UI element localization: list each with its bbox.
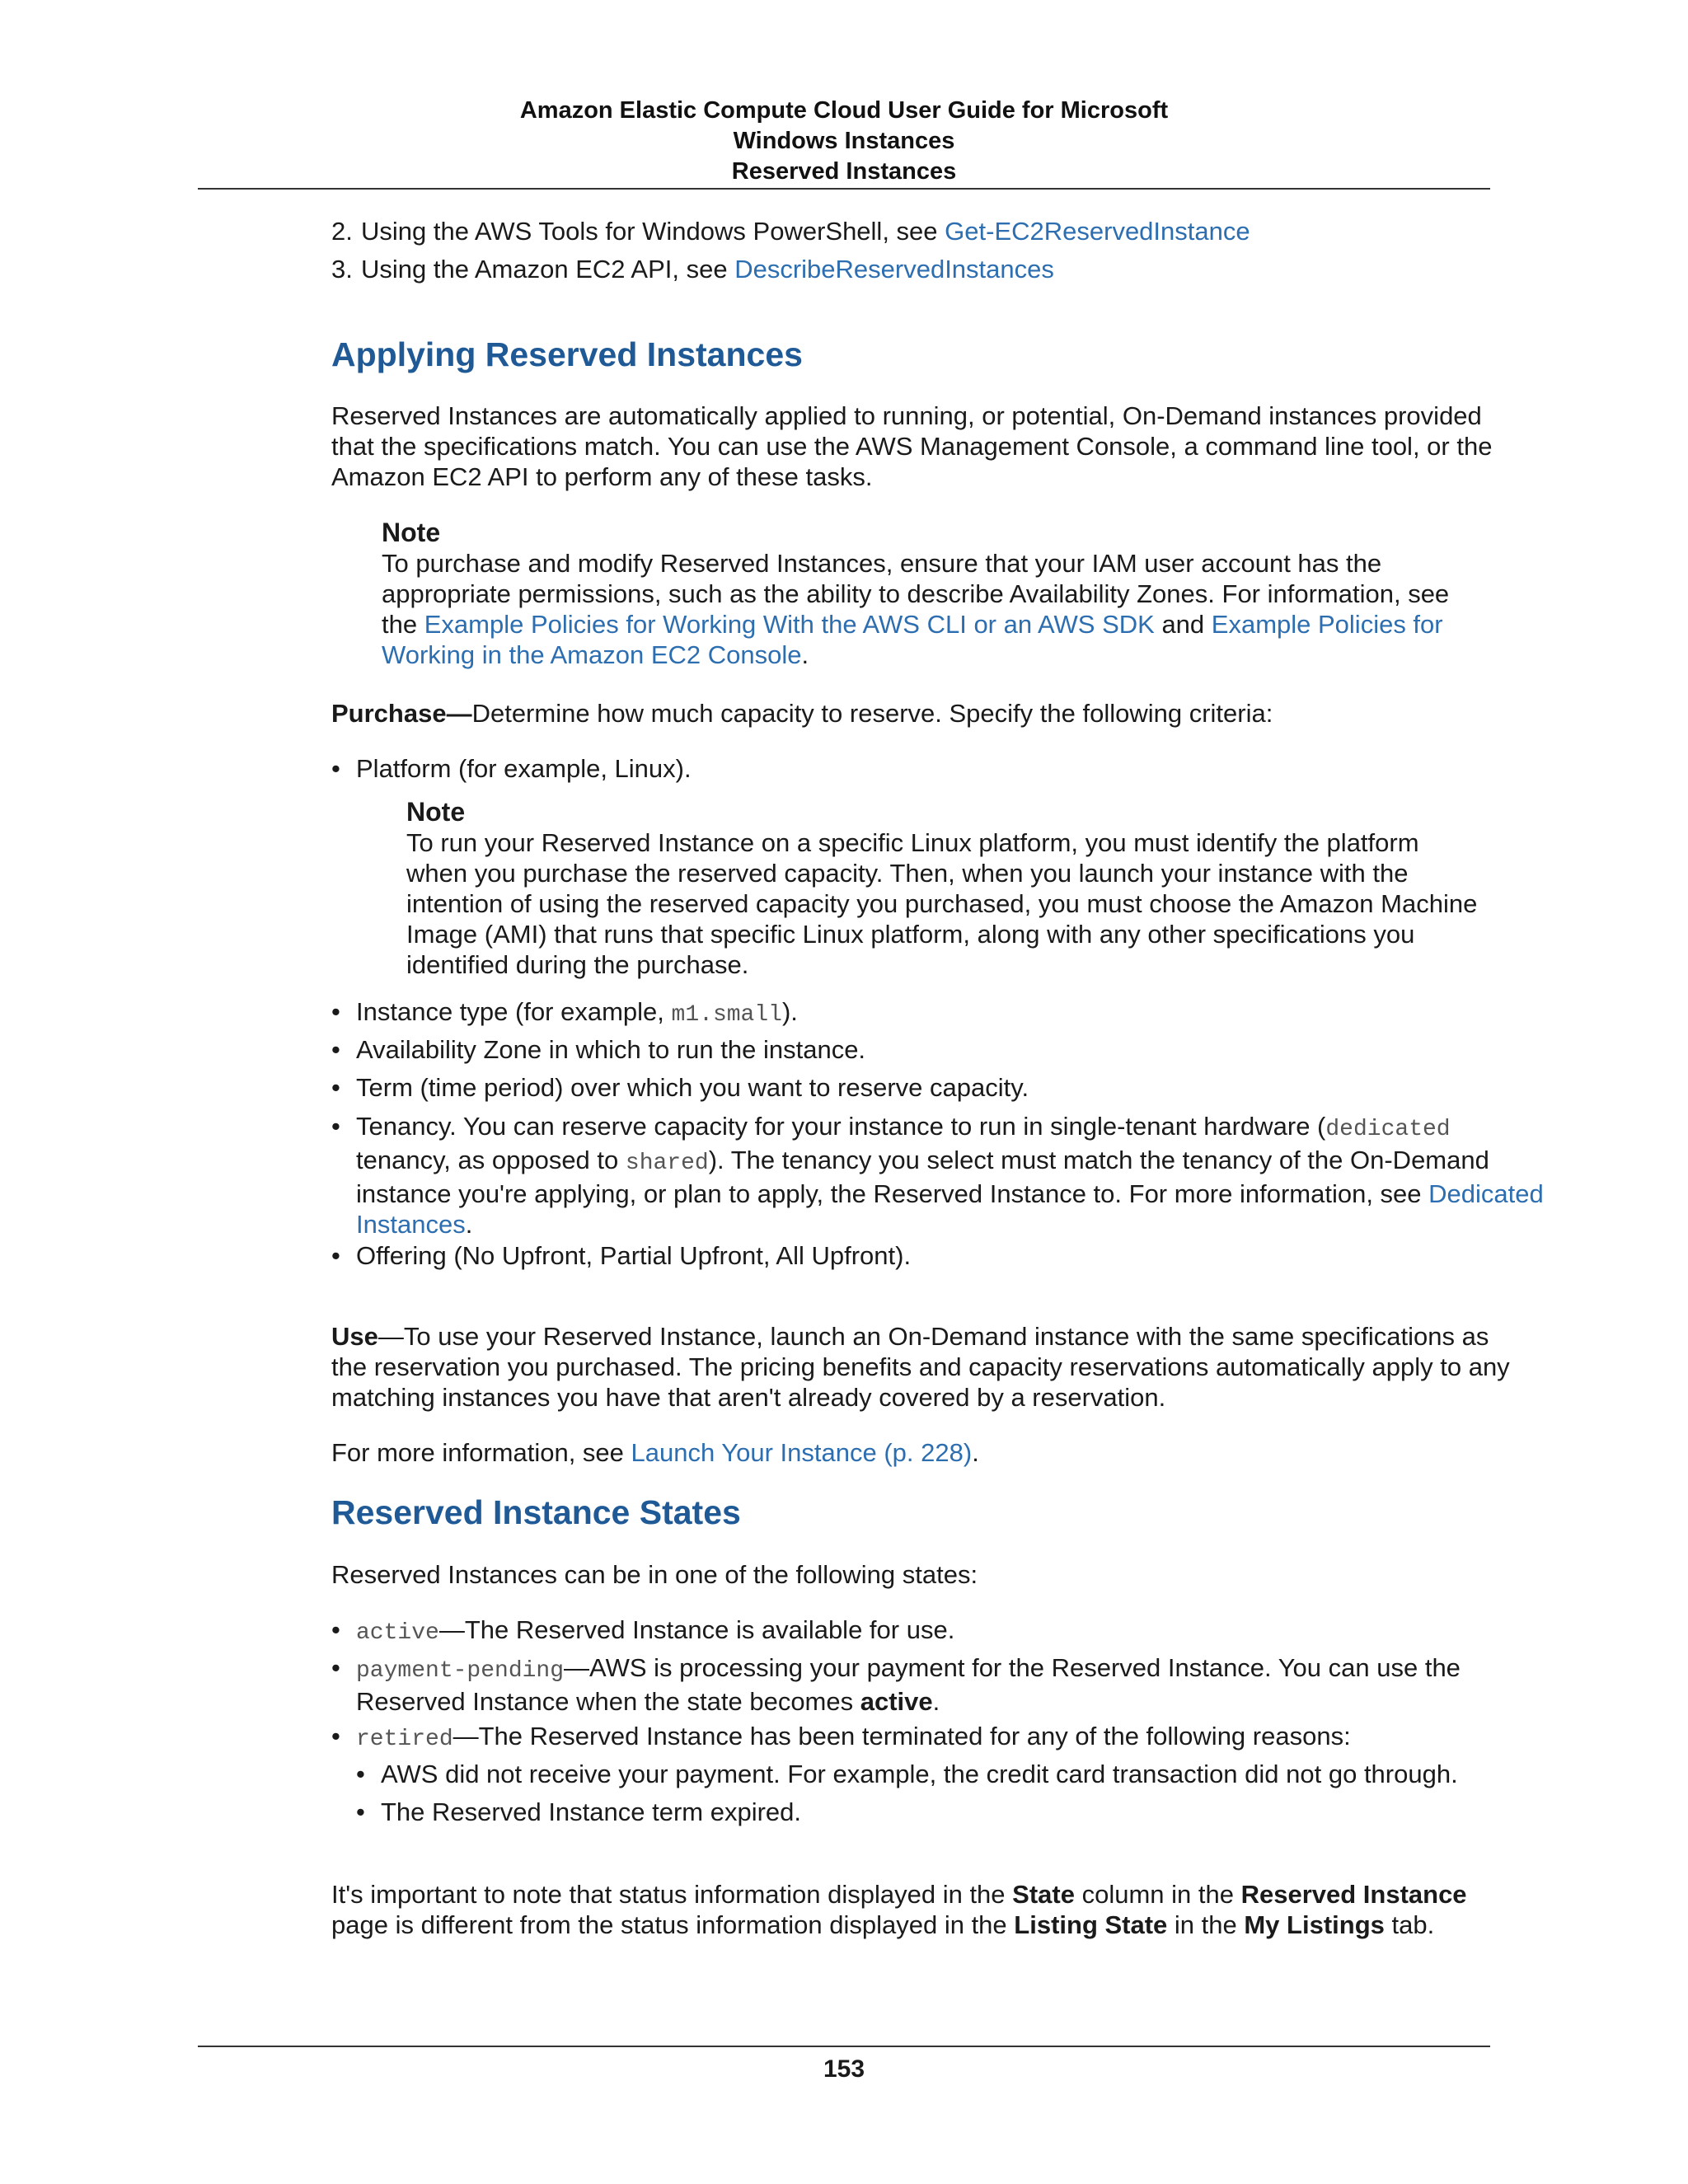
- bullet-text: Term (time period) over which you want to reserve capacity.: [356, 1073, 1029, 1102]
- more-info-paragraph: [331, 1437, 979, 1468]
- tenancy-text: .: [465, 1210, 473, 1239]
- tenancy-text: instance you're applying, or plan to apply, the Reserved Instance to. For more information, see: [356, 1179, 1429, 1208]
- header-title-line1: Amazon Elastic Compute Cloud User Guide for Microsoft: [519, 97, 1169, 124]
- state-text: .: [932, 1687, 940, 1716]
- applying-intro: [331, 401, 1492, 492]
- section-heading-applying: Applying Reserved Instances: [331, 335, 803, 373]
- bold-term: My Listings: [1244, 1910, 1385, 1939]
- dedicated-code: dedicated: [1325, 1117, 1451, 1142]
- bold-term: Listing State: [1014, 1910, 1168, 1939]
- example-policies-console-link-cont[interactable]: Working in the Amazon EC2 Console: [382, 640, 802, 669]
- bullet-dot: •: [356, 1760, 365, 1788]
- paragraph-text: column in the: [1074, 1880, 1241, 1909]
- paragraph-text: page is different from the status information displayed in the: [331, 1910, 1015, 1939]
- state-code-active: active: [356, 1620, 439, 1646]
- purchase-label: Purchase—: [331, 699, 472, 728]
- state-code-payment-pending: payment-pending: [356, 1658, 565, 1684]
- example-policies-console-link[interactable]: Example Policies for: [1211, 610, 1443, 639]
- bullet-text: ).: [781, 997, 798, 1026]
- page-number: 153: [823, 2055, 865, 2083]
- bullet-dot: •: [331, 1653, 340, 1682]
- bold-term: Reserved Instance: [1240, 1880, 1467, 1909]
- list-text: Using the Amazon EC2 API, see: [361, 255, 735, 284]
- footer-rule: [198, 2046, 1490, 2047]
- instance-type-code: m1.small: [671, 1002, 782, 1028]
- state-text: —The Reserved Instance has been terminated for any of the following reasons:: [452, 1722, 1351, 1750]
- header-title-line2: Windows Instances: [733, 128, 955, 154]
- states-intro: Reserved Instances can be in one of the following states:: [331, 1560, 978, 1589]
- note-line: Image (AMI) that runs that specific Linux platform, along with any other specifications you: [406, 920, 1415, 949]
- paragraph-text: tab.: [1384, 1910, 1435, 1939]
- bullet-dot: •: [331, 1035, 340, 1064]
- bold-term: State: [1012, 1880, 1075, 1909]
- bullet-dot: •: [331, 1615, 340, 1644]
- list-item: [331, 216, 1250, 246]
- header-rule: [198, 188, 1490, 190]
- note-text: and: [1154, 610, 1212, 639]
- note-line: To purchase and modify Reserved Instances, ensure that your IAM user account has the: [382, 549, 1382, 578]
- more-info-text: .: [972, 1438, 979, 1467]
- note-text: .: [801, 640, 809, 669]
- note-text: the: [382, 610, 424, 639]
- use-paragraph: [331, 1321, 1510, 1413]
- note-line: To run your Reserved Instance on a specific Linux platform, you must identify the platform: [406, 828, 1419, 857]
- get-ec2-reserved-instance-link[interactable]: Get-EC2ReservedInstance: [945, 217, 1250, 246]
- note-line: intention of using the reserved capacity you purchased, you must choose the Amazon Machine: [406, 889, 1478, 918]
- state-text: —The Reserved Instance is available for use.: [438, 1615, 955, 1644]
- list-item: [331, 254, 1054, 284]
- note-line: identified during the purchase.: [406, 950, 749, 979]
- purchase-paragraph: [331, 698, 1273, 729]
- paragraph-text: It's important to note that status information displayed in the: [331, 1880, 1013, 1909]
- state-text: —AWS is processing your payment for the Reserved Instance. You can use the: [564, 1653, 1461, 1682]
- dedicated-instances-link-cont[interactable]: Instances: [356, 1210, 466, 1239]
- intro-line: that the specifications match. You can use the AWS Management Console, a command line tool, or the: [331, 432, 1493, 461]
- list-text: Using the AWS Tools for Windows PowerShell, see: [361, 217, 945, 246]
- list-number: 3.: [331, 255, 353, 284]
- tenancy-text: tenancy, as opposed to: [356, 1146, 626, 1174]
- tenancy-text: ). The tenancy you select must match the tenancy of the On-Demand: [708, 1146, 1489, 1174]
- bullet-dot: •: [331, 754, 340, 783]
- bullet-dot: •: [331, 1073, 340, 1102]
- note-line: when you purchase the reserved capacity. Then, when you launch your instance with the: [406, 859, 1409, 888]
- sub-bullet-text: The Reserved Instance term expired.: [381, 1797, 802, 1826]
- bullet-text: Platform (for example, Linux).: [356, 754, 692, 783]
- bullet-dot: •: [331, 1722, 340, 1750]
- bullet-dot: •: [331, 1112, 340, 1141]
- dedicated-instances-link[interactable]: Dedicated: [1428, 1179, 1544, 1208]
- use-text: —To use your Reserved Instance, launch an On-Demand instance with the same specifications as: [377, 1322, 1489, 1351]
- describe-reserved-instances-link[interactable]: DescribeReservedInstances: [734, 255, 1054, 284]
- page-header: [198, 96, 1490, 187]
- note-title: Note: [382, 518, 441, 547]
- use-text: matching instances you have that aren't already covered by a reservation.: [331, 1383, 1166, 1412]
- section-heading-states: Reserved Instance States: [331, 1493, 741, 1531]
- paragraph-text: in the: [1167, 1910, 1245, 1939]
- tenancy-text: Tenancy. You can reserve capacity for your instance to run in single-tenant hardware (: [356, 1112, 1326, 1141]
- bullet-text: Instance type (for example,: [356, 997, 672, 1026]
- state-code-retired: retired: [356, 1727, 453, 1752]
- bullet-dot: •: [356, 1797, 365, 1826]
- bullet-text: Availability Zone in which to run the instance.: [356, 1035, 866, 1064]
- intro-line: Reserved Instances are automatically applied to running, or potential, On-Demand instances provided: [331, 401, 1482, 430]
- note-linux-platform: [406, 797, 1477, 980]
- shared-code: shared: [625, 1151, 709, 1176]
- bullet-dot: •: [331, 1241, 340, 1270]
- note-title: Note: [406, 797, 466, 827]
- bullet-dot: •: [331, 997, 340, 1026]
- note-iam: [382, 518, 1449, 670]
- use-label: Use: [331, 1322, 378, 1351]
- launch-your-instance-link[interactable]: Launch Your Instance (p. 228): [631, 1438, 973, 1467]
- status-note-paragraph: [331, 1879, 1467, 1940]
- purchase-text: Determine how much capacity to reserve. Specify the following criteria:: [471, 699, 1273, 728]
- state-text: Reserved Instance when the state becomes: [356, 1687, 860, 1716]
- more-info-text: For more information, see: [331, 1438, 631, 1467]
- use-text: the reservation you purchased. The pricing benefits and capacity reservations automatically apply to any: [331, 1352, 1510, 1381]
- sub-bullet-text: AWS did not receive your payment. For example, the credit card transaction did not go through.: [381, 1760, 1458, 1788]
- example-policies-cli-sdk-link[interactable]: Example Policies for Working With the AWS CLI or an AWS SDK: [424, 610, 1155, 639]
- bullet-text: Offering (No Upfront, Partial Upfront, All Upfront).: [356, 1241, 912, 1270]
- intro-line: Amazon EC2 API to perform any of these tasks.: [331, 462, 873, 491]
- state-bold: active: [860, 1687, 933, 1716]
- note-line: appropriate permissions, such as the ability to describe Availability Zones. For information, see: [382, 579, 1450, 608]
- header-section: Reserved Instances: [731, 158, 957, 185]
- list-number: 2.: [331, 217, 353, 246]
